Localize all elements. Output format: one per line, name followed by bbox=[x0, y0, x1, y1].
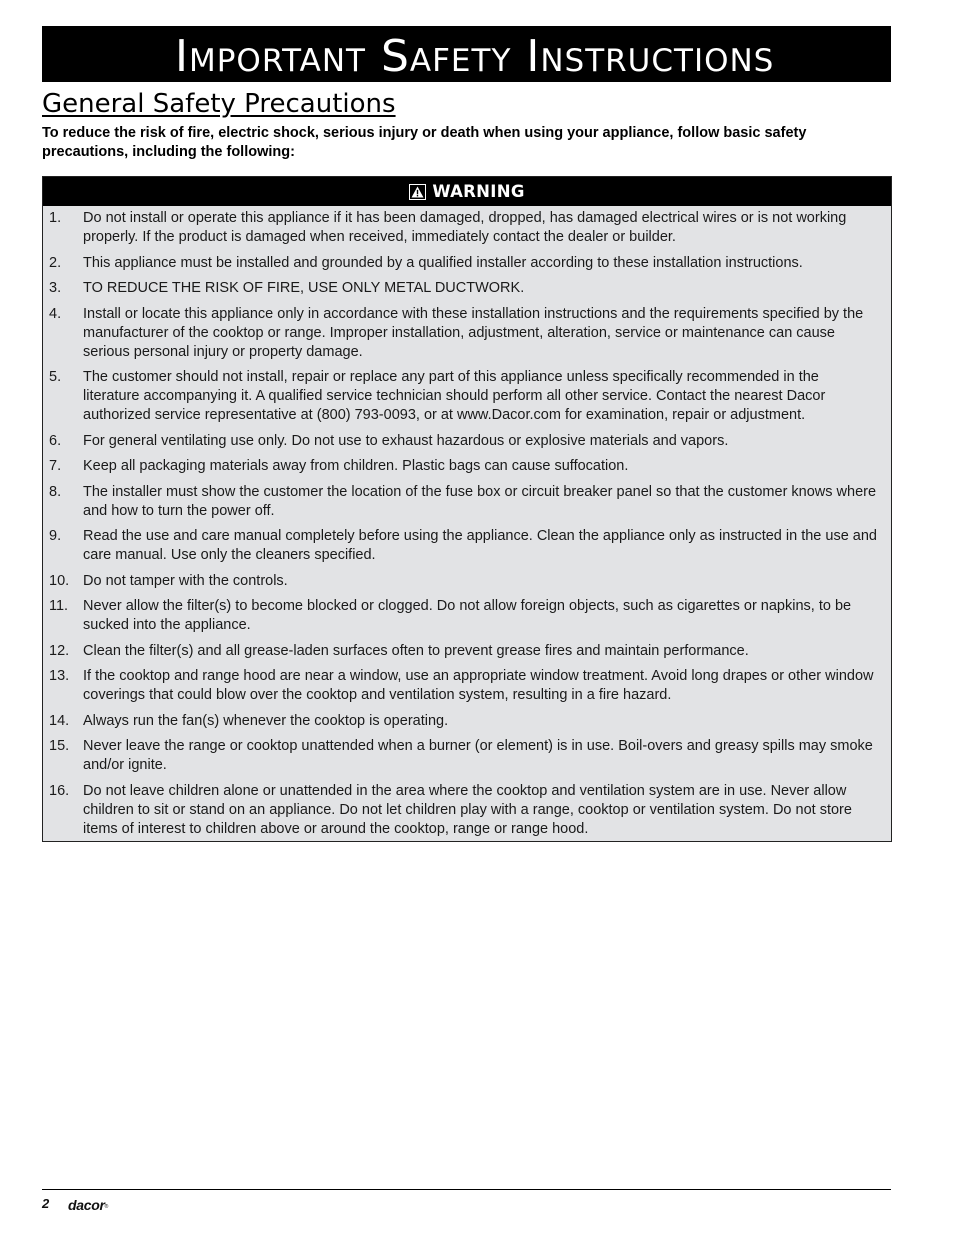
list-item-text: If the cooktop and range hood are near a window, use an appropriate window treatment. Avoid long drapes or other window coverings that could blow over the cooktop and ventilation system, resulting in a fire hazard. bbox=[83, 668, 874, 703]
list-item-number: 10. bbox=[49, 572, 70, 589]
list-item-text: This appliance must be installed and grounded by a qualified installer according to these installation instructions. bbox=[83, 254, 803, 271]
list-item-number: 1. bbox=[49, 210, 62, 226]
list-item-number: 16. bbox=[49, 782, 70, 799]
warning-label: WARNING bbox=[432, 182, 525, 201]
list-item-number: 11. bbox=[49, 598, 69, 614]
warning-header bbox=[43, 177, 891, 206]
list-item bbox=[49, 457, 877, 476]
warning-list bbox=[43, 206, 891, 841]
brand-registered-mark: ® bbox=[104, 1204, 109, 1210]
list-item-text: Do not leave children alone or unattended in the area where the cooktop and ventilation system are in use. Never allow children to sit or stand on an appliance. Do not let children play with a range, cooktop or ventilation system. Do not store items of interest to children above or around the cooktop, range or range hood. bbox=[83, 782, 852, 837]
list-item bbox=[49, 597, 877, 635]
list-item bbox=[49, 572, 877, 591]
list-item bbox=[49, 782, 877, 839]
list-item-number: 6. bbox=[49, 432, 62, 449]
list-item-number: 15. bbox=[49, 738, 70, 754]
list-item-text: Never leave the range or cooktop unattended when a burner (or element) is in use. Boil-overs and greasy spills may smoke and/or ignite. bbox=[83, 738, 873, 773]
brand-logo bbox=[68, 1196, 108, 1216]
list-item-number: 2. bbox=[49, 254, 62, 271]
list-item bbox=[49, 368, 877, 425]
list-item bbox=[49, 279, 877, 298]
list-item-text: Install or locate this appliance only in accordance with these installation instructions and the requirements specified by the manufacturer of the cooktop or range. Improper installation, adjustment, alteration, service or maintenance can cause serious personal injury or property damage. bbox=[83, 305, 864, 360]
list-item-text: Clean the filter(s) and all grease-laden surfaces often to prevent grease fires and maintain performance. bbox=[83, 642, 749, 659]
list-item-number: 5. bbox=[49, 369, 62, 385]
list-item-text: Do not tamper with the controls. bbox=[83, 572, 288, 589]
list-item bbox=[49, 527, 877, 565]
list-item bbox=[49, 712, 877, 731]
list-item-number: 12. bbox=[49, 642, 70, 659]
section-heading: General Safety Precautions bbox=[42, 89, 396, 119]
list-item-text: TO REDUCE THE RISK OF FIRE, USE ONLY METAL DUCTWORK. bbox=[83, 280, 525, 296]
list-item-text: Keep all packaging materials away from children. Plastic bags can cause suffocation. bbox=[83, 458, 629, 474]
warning-triangle-icon bbox=[409, 184, 426, 200]
list-item bbox=[49, 737, 877, 775]
list-item-text: Never allow the filter(s) to become blocked or clogged. Do not allow foreign objects, such as cigarettes or napkins, to be sucked into the appliance. bbox=[83, 598, 852, 633]
list-item-text: Always run the fan(s) whenever the cooktop is operating. bbox=[83, 712, 449, 729]
page-title: Important Safety Instructions bbox=[175, 31, 775, 82]
list-item bbox=[49, 432, 877, 451]
page-number: 2 bbox=[42, 1196, 50, 1211]
intro-paragraph: To reduce the risk of fire, electric shock, serious injury or death when using your appliance, follow basic safety precautions, including the following: bbox=[42, 125, 807, 160]
list-item bbox=[49, 305, 877, 362]
brand-name: dacor bbox=[68, 1197, 105, 1213]
list-item-number: 9. bbox=[49, 528, 62, 544]
list-item-text: For general ventilating use only. Do not use to exhaust hazardous or explosive materials and vapors. bbox=[83, 432, 729, 449]
list-item-text: Read the use and care manual completely before using the appliance. Clean the appliance only as instructed in the use and care manual. Use only the cleaners specified. bbox=[83, 528, 877, 563]
list-item bbox=[49, 642, 877, 661]
warning-box bbox=[42, 176, 892, 842]
list-item bbox=[49, 483, 877, 521]
list-item-number: 3. bbox=[49, 280, 62, 296]
list-item-number: 4. bbox=[49, 305, 62, 322]
list-item-text: Do not install or operate this appliance if it has been damaged, dropped, has damaged electrical wires or is not working properly. If the product is damaged when received, immediately contact the dealer or builder. bbox=[83, 210, 847, 245]
list-item-number: 14. bbox=[49, 712, 70, 729]
list-item bbox=[49, 254, 877, 273]
list-item-text: The installer must show the customer the location of the fuse box or circuit breaker panel so that the customer knows where and how to turn the power off. bbox=[83, 483, 877, 519]
list-item-number: 13. bbox=[49, 668, 70, 684]
footer-divider bbox=[42, 1189, 891, 1190]
list-item-number: 8. bbox=[49, 483, 62, 500]
title-banner bbox=[42, 26, 891, 82]
list-item-number: 7. bbox=[49, 458, 62, 474]
list-item bbox=[49, 667, 877, 705]
list-item-text: The customer should not install, repair or replace any part of this appliance unless specifically recommended in the literature accompanying it. A qualified service technician should perform all other service. Contact the nearest Dacor authorized service representative at (800) 793-0093, or at www.Dacor.com for examination, repair or adjustment. bbox=[83, 369, 826, 423]
list-item bbox=[49, 209, 877, 247]
